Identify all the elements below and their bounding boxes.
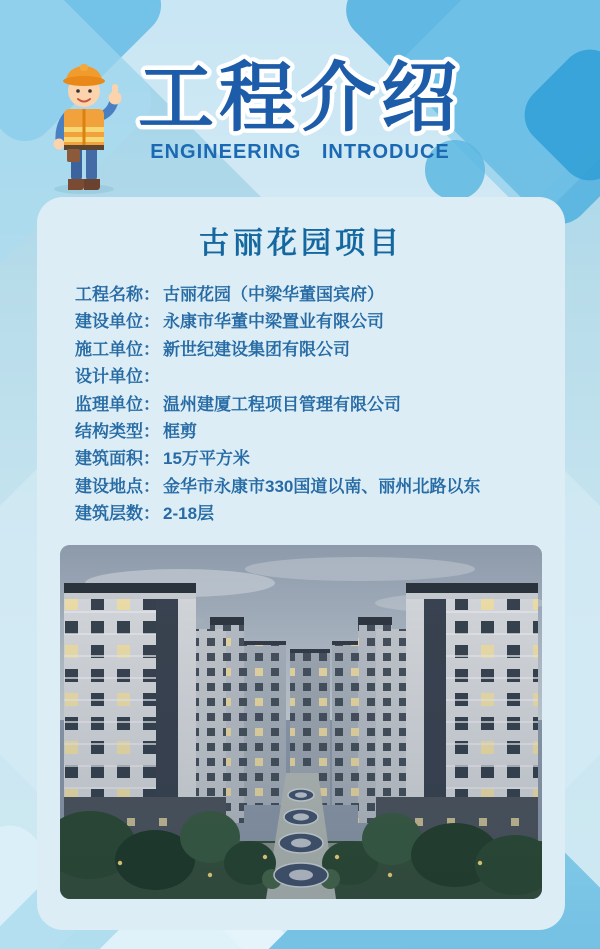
project-field-row: [75, 445, 547, 472]
residential-complex-illustration: [60, 545, 542, 899]
field-label: 工程名称：: [75, 285, 160, 304]
project-card: [37, 197, 565, 930]
field-label: 建设单位：: [75, 312, 160, 332]
project-field-row: [75, 418, 547, 445]
project-field-row: [75, 391, 547, 418]
field-value: 15万平方米: [163, 449, 250, 469]
field-label: 建设地点：: [75, 476, 160, 496]
header-title-text: 工程介绍: [138, 56, 462, 141]
field-label: 建筑面积：: [75, 449, 160, 469]
project-fields: [75, 281, 547, 528]
field-value: 古丽花园（中梁华董国宾府）: [163, 285, 384, 304]
field-value: 2-18层: [163, 504, 215, 524]
field-value: 新世纪建设集团有限公司: [163, 339, 350, 359]
project-field-row: [75, 308, 547, 335]
field-value: 永康市华董中梁置业有限公司: [163, 312, 384, 332]
header-title: [95, 40, 505, 148]
field-label: 建筑层数：: [75, 504, 160, 524]
field-label: 结构类型：: [75, 422, 160, 442]
field-label: 监理单位：: [75, 394, 160, 414]
field-label: 施工单位：: [75, 339, 160, 359]
project-field-row: [75, 281, 547, 308]
field-value: 金华市永康市330国道以南、丽州北路以东: [163, 476, 481, 496]
header-subtitle: ENGINEERING INTRODUCE: [150, 141, 450, 163]
field-value: 温州建厦工程项目管理有限公司: [163, 394, 401, 414]
project-field-row: [75, 473, 547, 500]
project-title: 古丽花园项目: [199, 227, 403, 260]
project-field-row: [75, 336, 547, 363]
project-field-row: [75, 363, 547, 390]
project-photo: [60, 545, 542, 899]
project-field-row: [75, 500, 547, 527]
field-label: 设计单位：: [75, 367, 160, 387]
field-value: 框剪: [163, 422, 197, 442]
header: [0, 0, 600, 200]
